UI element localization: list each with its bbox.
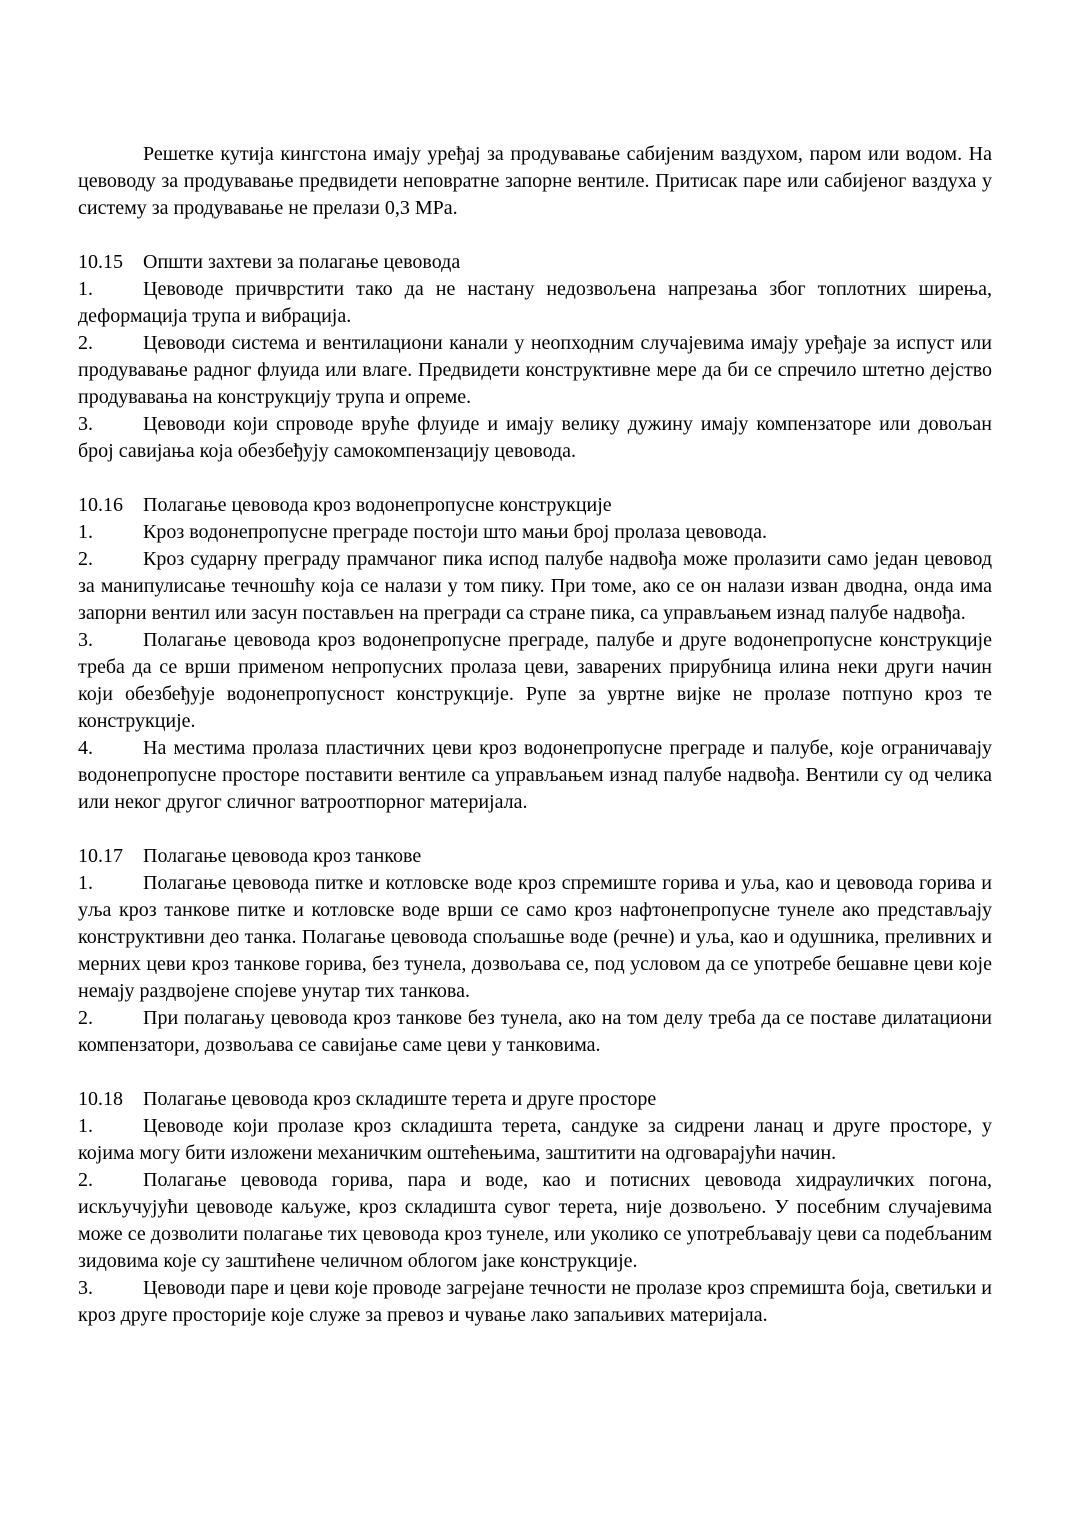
section-title: Полагање цевовода кроз складиште терета и друге просторе (143, 1088, 657, 1110)
item-number: 4. (78, 737, 93, 759)
item-text: При полагању цевовода кроз танкове без тунела, ако на том делу треба да се поставе дилатациони компензатори, дозвољава се савијање саме цеви у танковима. (78, 1007, 992, 1056)
item-number: 2. (78, 332, 93, 354)
section-heading (78, 843, 992, 870)
item-text: Цевоводи система и вентилациони канали у неопходним случајевима имају уређаје за испуст или продувавање радног флуида или влаге. Предвидети конструктивне мере да би се спречило штетно дејство продувавања на конструкцију трупа и опреме. (78, 332, 992, 408)
numbered-item (78, 627, 992, 735)
numbered-item (78, 519, 992, 546)
item-text: Кроз водонепропусне преграде постоји што мањи број пролаза цевовода. (143, 521, 768, 543)
item-text: Цевоводи паре и цеви које проводе загрејане течности не пролазе кроз спремишта боја, светиљки и кроз друге просторије које служе за превоз и чување лако запаљивих материјала. (78, 1277, 992, 1326)
item-number: 2. (78, 1169, 93, 1191)
numbered-item (78, 735, 992, 816)
numbered-item (78, 276, 992, 330)
item-number: 3. (78, 629, 93, 651)
item-text: Цевоводи који спроводе вруће флуиде и имају велику дужину имају компензаторе или довољан број савијања која обезбеђују самокомпензацију цевовода. (78, 413, 992, 462)
item-text: Цевоводе причврстити тако да не настану недозвољена напрезања због топлотних ширења, деформација трупа и вибрација. (78, 278, 992, 327)
item-number: 3. (78, 413, 93, 435)
item-text: Полагање цевовода питке и котловске воде кроз спремиште горива и уља, као и цевовода горива и уља кроз танкове питке и котловске воде врши се само кроз нафтонепропусне тунеле ако представљају конструктивни део танка. Полагање цевовода спољашње воде (речне) и уља, као и одушника, преливних и мерних цеви кроз танкове горива, без тунела, дозвољава се, под условом да се употребе бешавне цеви које немају раздвојене спојеве унутар тих танкова. (78, 872, 992, 1002)
item-text: Цевоводе који пролазе кроз складишта терета, сандуке за сидрени ланац и друге просторе, у којима могу бити изложени механичким оштећењима, заштитити на одговарајући начин. (78, 1115, 992, 1164)
section-heading (78, 492, 992, 519)
item-text: На местима пролаза пластичних цеви кроз водонепропусне преграде и палубе, које ограничавају водонепропусне просторе поставити вентиле са управљањем изнад палубе надвођа. Вентили су од челика или неког другог сличног ватроотпорног материјала. (78, 737, 992, 813)
section-10-15 (78, 249, 992, 465)
document-content (78, 141, 992, 1329)
item-number: 1. (78, 872, 93, 894)
numbered-item (78, 870, 992, 1005)
item-text: Полагање цевовода кроз водонепропусне преграде, палубе и друге водонепропусне конструкције треба да се врши применом непропусних пролаза цеви, заварених прирубница илина неки други начин који обезбеђује водонепропусност конструкције. Рупе за увртне вијке не пролазе потпуно кроз те конструкције. (78, 629, 992, 732)
item-number: 2. (78, 1007, 93, 1029)
numbered-item (78, 1167, 992, 1275)
item-text: Полагање цевовода горива, пара и воде, као и потисних цевовода хидрауличких погона, искључујући цевоводе каљуже, кроз складишта сувог терета, није дозвољено. У посебним случајевима може се дозволити полагање тих цевовода кроз тунеле, или уколико се употребљавају цеви са подебљаним зидовима које су заштићене челичном облогом јаке конструкције. (78, 1169, 992, 1272)
section-10-17 (78, 843, 992, 1059)
section-10-16 (78, 492, 992, 816)
section-number: 10.16 (78, 494, 123, 516)
item-number: 1. (78, 521, 93, 543)
item-number: 1. (78, 278, 93, 300)
section-10-18 (78, 1086, 992, 1329)
intro-text: Решетке кутија кингстона имају уређај за продувавање сабијеним ваздухом, паром или водом. На цевоводу за продувавање предвидети неповратне запорне вентиле. Притисак паре или сабијеног ваздуха у систему за продувавање не прелази 0,3 MPa. (78, 143, 992, 219)
section-heading (78, 249, 992, 276)
section-number: 10.18 (78, 1088, 123, 1110)
section-title: Полагање цевовода кроз танкове (143, 845, 422, 867)
section-title: Општи захтеви за полагање цевовода (143, 251, 461, 273)
numbered-item (78, 411, 992, 465)
item-number: 1. (78, 1115, 93, 1137)
section-heading (78, 1086, 992, 1113)
section-number: 10.15 (78, 251, 123, 273)
intro-paragraph (78, 141, 992, 222)
item-text: Кроз сударну преграду прамчаног пика испод палубе надвођа може пролазити само један цевовод за манипулисање течношћу која се налази у том пику. При томе, ако се он налази изван дводна, онда има запорни вентил или засун постављен на прегради са стране пика, са управљањем изнад палубе надвођа. (78, 548, 992, 624)
item-number: 3. (78, 1277, 93, 1299)
numbered-item (78, 330, 992, 411)
numbered-item (78, 546, 992, 627)
item-number: 2. (78, 548, 93, 570)
section-number: 10.17 (78, 845, 123, 867)
numbered-item (78, 1005, 992, 1059)
section-title: Полагање цевовода кроз водонепропусне конструкције (143, 494, 612, 516)
numbered-item (78, 1113, 992, 1167)
numbered-item (78, 1275, 992, 1329)
